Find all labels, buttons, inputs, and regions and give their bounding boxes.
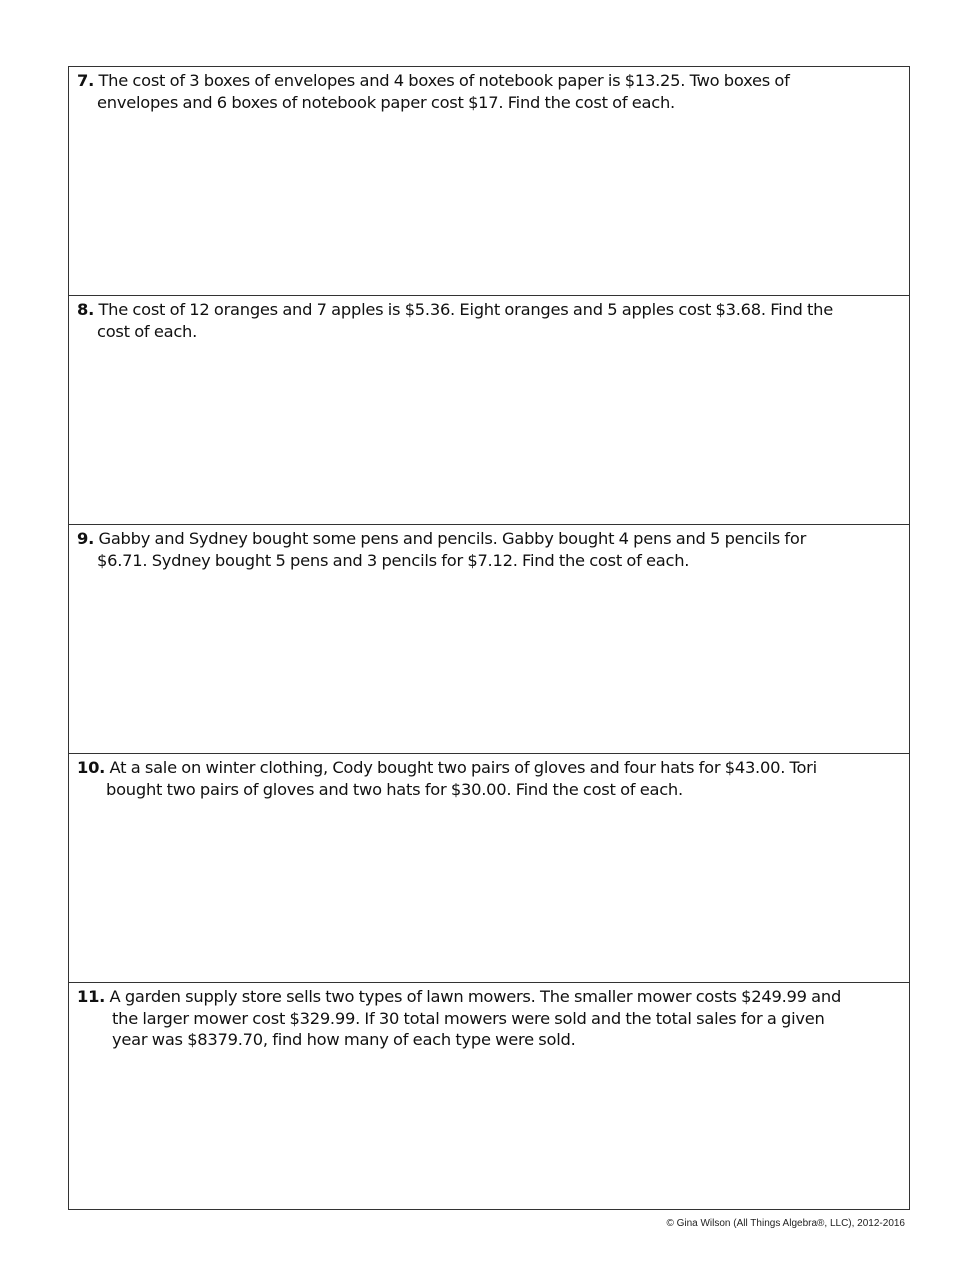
problem-line: [77, 70, 895, 92]
problem-number: 10.: [77, 758, 106, 777]
copyright-footer: © Gina Wilson (All Things Algebra®, LLC), 2012-2016: [666, 1218, 905, 1229]
problem-line-text: bought two pairs of gloves and two hats for $30.00. Find the cost of each.: [106, 779, 683, 799]
problem-box-10: [69, 754, 909, 983]
problem-line-text: The cost of 3 boxes of envelopes and 4 boxes of notebook paper is $13.25. Two boxes of: [98, 71, 790, 90]
problem-text: [77, 528, 895, 571]
problem-line-text: The cost of 12 oranges and 7 apples is $5.36. Eight oranges and 5 apples cost $3.68. Find the: [98, 300, 833, 319]
problem-line: [77, 986, 895, 1008]
problem-box-11: [69, 983, 909, 1209]
problem-text: [77, 299, 895, 342]
problem-number: 9.: [77, 529, 95, 548]
problem-box-8: [69, 296, 909, 525]
worksheet-table: [68, 66, 910, 1210]
problem-number: 8.: [77, 300, 95, 319]
problem-number: 11.: [77, 987, 106, 1006]
problem-line-text: the larger mower cost $329.99. If 30 total mowers were sold and the total sales for a given: [112, 1008, 825, 1028]
problem-line: [77, 528, 895, 550]
problem-text: [77, 986, 895, 1051]
problem-line-text: cost of each.: [97, 321, 198, 341]
problem-line-text: A garden supply store sells two types of lawn mowers. The smaller mower costs $249.99 and: [109, 987, 842, 1006]
problem-line: [77, 299, 895, 321]
problem-line: [77, 757, 895, 779]
problem-line-text: Gabby and Sydney bought some pens and pencils. Gabby bought 4 pens and 5 pencils for: [98, 529, 807, 548]
problem-text: [77, 757, 895, 800]
problem-box-7: [69, 67, 909, 296]
problem-line-text: year was $8379.70, find how many of each type were sold.: [112, 1030, 576, 1049]
problem-line-text: At a sale on winter clothing, Cody bought two pairs of gloves and four hats for $43.00. Tori: [109, 758, 817, 777]
problem-number: 7.: [77, 71, 95, 90]
problem-line-text: $6.71. Sydney bought 5 pens and 3 pencils for $7.12. Find the cost of each.: [97, 550, 690, 570]
problem-text: [77, 70, 895, 113]
problem-box-9: [69, 525, 909, 754]
problem-line-text: envelopes and 6 boxes of notebook paper cost $17. Find the cost of each.: [97, 92, 675, 112]
